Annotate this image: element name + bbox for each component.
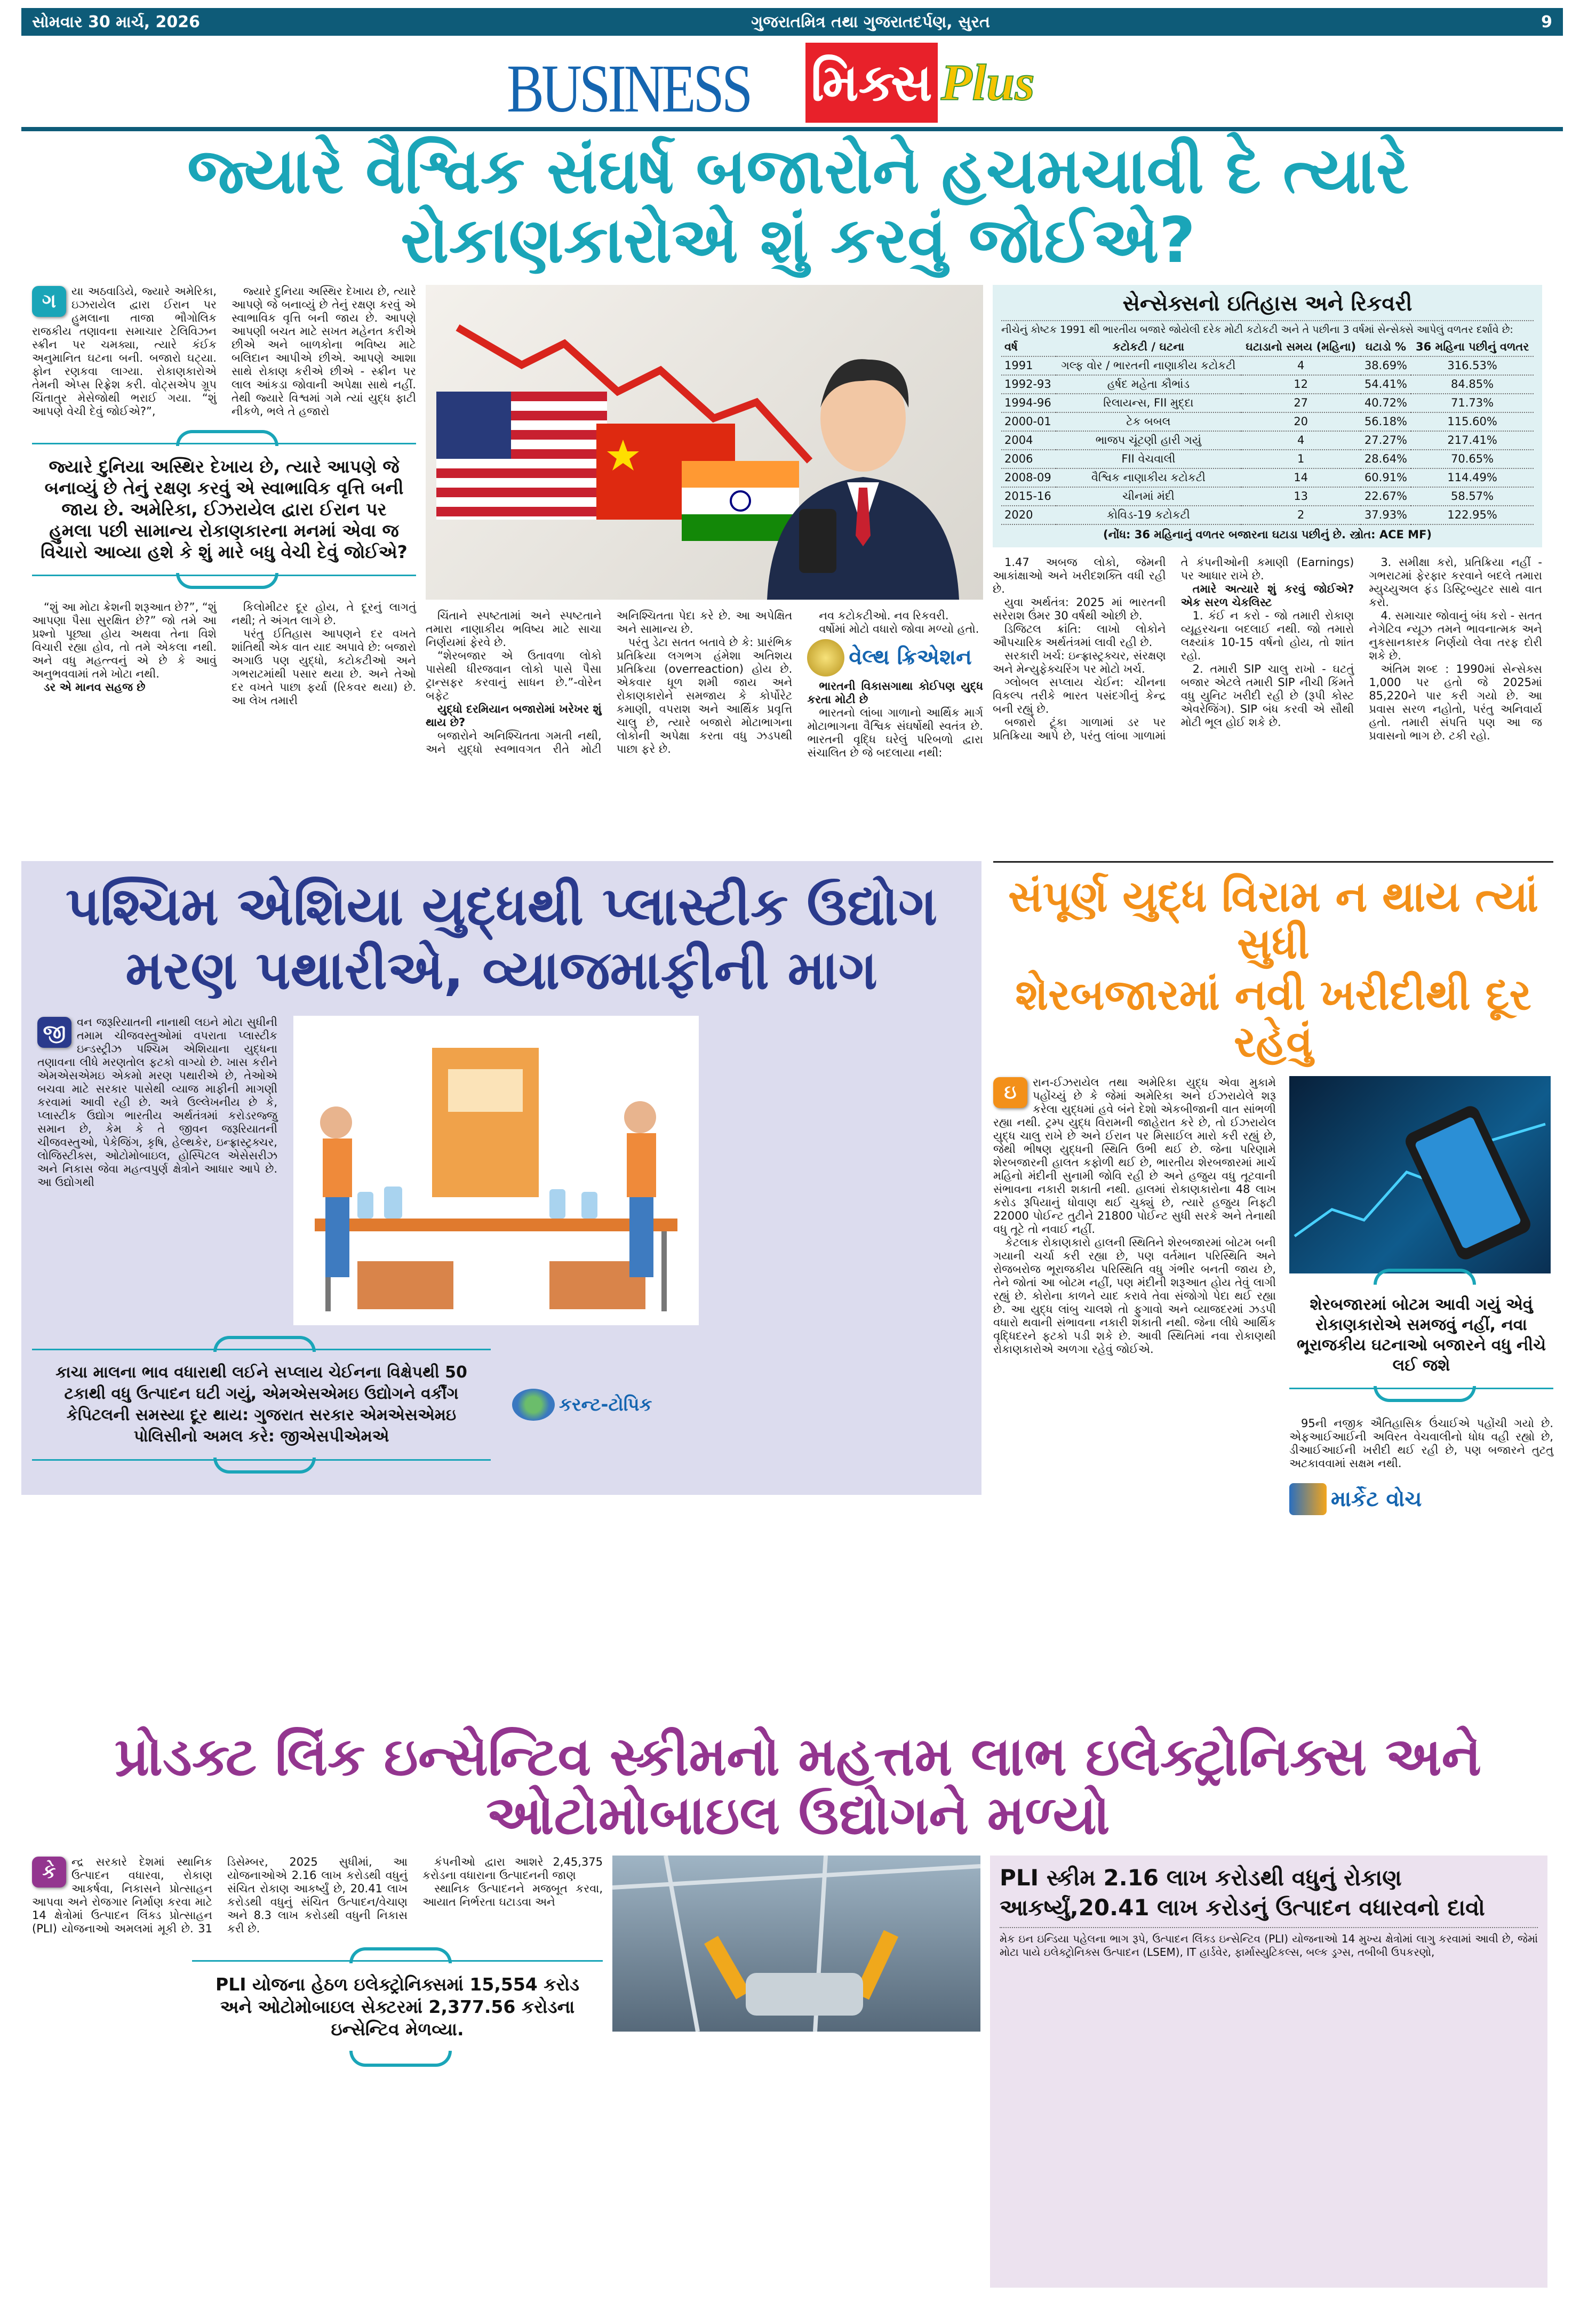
bull-bear-icon	[1289, 1483, 1327, 1515]
table-cell: હર્ષદ મહેતા કૌભાંડ	[1056, 375, 1241, 394]
article3-body-row	[993, 1076, 1553, 1518]
table-cell: 70.65%	[1411, 450, 1534, 468]
page-content	[0, 134, 1596, 2309]
car-assembly-line-photo	[612, 1856, 980, 2032]
table-cell: 84.85%	[1411, 375, 1534, 394]
worker-figure-left	[320, 1106, 352, 1277]
table-cell: 60.91%	[1361, 468, 1411, 487]
table-cell: 12	[1241, 375, 1361, 394]
table-cell: 4	[1241, 356, 1361, 375]
article1-pull-quote: જ્યારે દુનિયા અસ્થિર દેખાય છે, ત્યારે આપણે જે બનાવ્યું છે તેનું રક્ષણ કરવું એ સ્વાભાવિક વૃત્તિ બની જાય છે. અમેરિકા, ઈઝરાયેલ દ્વારા ઈરાન પર હુમલા પછી સામાન્ય રોકાણકારના મનમાં એવા જ વિચારો આવ્યા હશે કે શું મારે બધુ વેચી દેવું જોઈએ?	[32, 443, 416, 576]
masthead-rule	[21, 127, 1563, 131]
plastic-factory-illustration	[293, 1016, 699, 1325]
paragraph: 4. સમાચાર જોવાનું બંધ કરો - સતત નેગેટિવ ન્યૂઝ તમને ભાવનાત્મક અને નુકસાનકારક નિર્ણયો લેવા તરફ દોરી શકે છે.	[1369, 609, 1542, 662]
label-text: કરન્ટ-ટોપિક	[559, 1394, 652, 1415]
business-mix-plus-logo	[507, 43, 1035, 126]
drop-cap: ગ	[32, 286, 66, 317]
paragraph: 2. તમારી SIP ચાલુ રાખો - ઘટતું બજાર એટલે તમારી SIP નીચી કિંમતે વધુ યુનિટ ખરીદી રહી છે (રૂપી કોસ્ટ એવરેજિંગ). SIP બંધ કરવી એ સૌથી મોટી ભૂલ હોઈ શકે છે.	[1180, 662, 1354, 729]
table-cell: વૈશ્વિક નાણાકીય કટોકટી	[1056, 468, 1241, 487]
paragraph: “શેરબજાર એ ઉતાવળા લોકો પાસેથી ધીરજવાન લોકો પાસે પૈસા ટ્રાન્સફર કરવાનું સાધન છે.”-વોરેન બફેટ	[426, 649, 602, 702]
table-cell: 14	[1241, 468, 1361, 487]
article2-plastics	[21, 861, 981, 1495]
table-cell: 2008-09	[1001, 468, 1056, 487]
paragraph: પરંતુ ઈતિહાસ આપણને દર વખતે શાંતિથી એક વાત યાદ અપાવે છે: બજારો અગાઉ પણ યુદ્ધો, કટોકટીઓ અને ગભરાટમાંથી પસાર થયા છે. અને તેઓ દર વખતે પાછા ફર્યા (રિકવર થયા) છે. આ લેખ તમારી	[232, 627, 416, 707]
paragraph: યુવા અર્થતંત્ર: 2025 માં ભારતની સરેરાશ ઉંમર 30 વર્ષથી ઓછી છે.	[993, 595, 1166, 622]
issue-date: સોમવાર 30 માર્ચ, 2026	[32, 12, 201, 31]
paragraph: ગ્લોબલ સપ્લાય ચેઈન: ચીનના વિકલ્પ તરીકે ભારત પસંદગીનું કેન્દ્ર બની રહ્યું છે.	[993, 675, 1166, 715]
article3-pull-quote: શેરબજારમાં બોટમ આવી ગયું એવું રોકાણકારોએ સમજવું નહીં, નવા ભૂરાજકીય ઘટનાઓ બજારને વધુ નીચે લઈ જશે	[1289, 1283, 1553, 1389]
table-cell: 2006	[1001, 450, 1056, 468]
table-body	[1001, 356, 1534, 524]
paragraph: “શું આ મોટા ક્રેશની શરૂઆત છે?”, “શું આપણા પૈસા સુરક્ષિત છે?” જો તમે આ પ્રશ્નો પૂછ્યા હોય અથવા તેના વિશે વિચારી રહ્યા હોવ, તો તમે એકલા નથી. અને વધુ મહત્ત્વનું એ છે કે આવું અનુભવવામાં તમે ખોટા નથી.	[32, 600, 217, 680]
table-cell: 13	[1241, 487, 1361, 506]
market-watch-label	[1289, 1480, 1553, 1518]
table-cell: 115.60%	[1411, 412, 1534, 431]
paragraph: સરકારી ખર્ચ: ઇન્ફ્રાસ્ટ્રક્ચર, સંરક્ષણ અને મેન્યુફેક્ચરિંગ પર મોટો ખર્ચ.	[993, 649, 1166, 675]
paragraph: ભારતનો લાંબા ગાળાનો આર્થિક માર્ગ મોટાભાગના વૈશ્વિક સંઘર્ષોથી સ્વતંત્ર છે. ભારતની વૃદ્ધિ ઘરેલું પરિબળો દ્વારા સંચાલિત છે જે બદલાયા નથી:	[807, 706, 983, 759]
wealth-creation-label	[807, 639, 983, 676]
table-cell: 38.69%	[1361, 356, 1411, 375]
paragraph: બજારો ટૂંકા ગાળામાં ડર પર પ્રતિક્રિયા આપે છે, પરંતુ લાંબા ગાળામાં તે કંપનીઓની કમાણી (Earnings) પર આધાર રાખે છે.	[993, 555, 1354, 742]
article3-column-right	[1289, 1417, 1553, 1470]
article1-right-stack	[993, 285, 1542, 743]
paragraph: નવ કટોકટીઓ. નવ રિકવરી.	[819, 609, 949, 622]
logo-plus: Plus	[940, 54, 1035, 111]
paragraph: સ્થાનિક ઉત્પાદનને મજબૂત કરવા, આયાત નિર્ભરતા ઘટાડવા અને	[422, 1882, 603, 1908]
us-flag-icon	[436, 392, 607, 520]
paragraph: રાન-ઈઝરાયેલ તથા અમેરિકા યુદ્ધ એવા મુકામે પહોંચ્યું છે કે જેમાં અમેરિકા અને ઈઝરાયેલે શરૂ કરેલા યુદ્ધમાં હવે બંને દેશો એકબીજાની વાત સાંભળી રહ્યા નથી. ટ્રમ્પ યુદ્ધ વિરામની જાહેરાત કરે છે, તો ઈઝરાયેલ યુદ્ધ ચાલુ રાખે છે અને ઈરાન પર મિસાઈલ મારો કરી રહ્યું છે, જેથી ભીષણ યુદ્ધની સ્થિતિ ઉભી થઈ છે. જેના પરિણામે શેરબજારની હાલત કફોળી થઈ છે, ભારતીય શેરબજારમાં માર્ચ મહિનો મંદીની સુનામી જોવિ રહી છે અને હજુય વધુ તૂટવાની સંભાવના નકારી શકાતી નથી. હાલમાં રોકાણકારોના 48 લાખ કરોડ રૂપિયાનું ધોવાણ થઈ ચુક્યું છે, ત્યારે હજુય નિફ્ટી 22000 પોઈન્ટ તુટીને 21800 પોઈન્ટ સુધી સરકે અને તેનાથી વધુ તૂટે તો નવાઈ નહીં.	[993, 1076, 1276, 1236]
paragraph: બજારોને અનિશ્ચિતતા ગમતી નથી, અને યુદ્ધો સ્વભાવગત રીતે મોટી અનિશ્ચિતતા પેદા કરે છે. આ અપેક્ષિત અને સામાન્ય છે.	[426, 609, 793, 755]
article4	[32, 1856, 1596, 2288]
stock-chart-phone-photo	[1289, 1076, 1551, 1273]
paragraph: જ્યારે દુનિયા અસ્થિર દેખાય છે, ત્યારે આપણે જે બનાવ્યું છે તેનું રક્ષણ કરવું એ સ્વાભાવિક વૃત્તિ બની જાય છે. આપણે આપણી બચત માટે સખત મહેનત કરીએ છીએ અને બાળકોના ભવિષ્ય માટે બલિદાન આપીએ છીએ. આપણે આશા સાથે રોકાણ કરીએ છીએ - સ્ક્રીન પર લાલ આંકડા જોવાની અપેક્ષા સાથે નહીં. તેથી જ્યારે વિશ્વમાં ગમે ત્યાં યુદ્ધ ફાટી નીકળે, ભલે તે હજારો	[232, 284, 416, 418]
table-cell: ગલ્ફ વોર / ભારતની નાણાકીય કટોકટી	[1056, 356, 1241, 375]
meeting-people-icon	[512, 1389, 555, 1421]
article4-columns-top	[32, 1856, 603, 1936]
subheading: તમારે અત્યારે શું કરવું જોઈએ? એક સરળ ચેકલિસ્ટ	[1180, 582, 1354, 609]
paragraph: કિલોમીટર દૂર હોય, તે દૂરનું લાગતું નથી; તે અંગત લાગે છે.	[232, 600, 416, 627]
article1-middle-columns	[426, 609, 983, 760]
column-header: ઘટાડાનો સમય (મહિના)	[1241, 338, 1361, 356]
article4-pull-quote: PLI યોજના હેઠળ ઇલેક્ટ્રોનિક્સમાં 15,554 કરોડ અને ઓટોમોબાઇલ સેક્ટરમાં 2,377.56 કરોડના ઇન્સેન્ટિવ મેળવ્યા.	[192, 1960, 603, 2052]
paragraph: પરંતુ ડેટા સતત બતાવે છે કે: પ્રારંભિક પ્રતિક્રિયા લગભગ હંમેશા અતિશય પ્રતિક્રિયા (overreaction) હોય છે. એકવાર ધૂળ શમી જાય અને રોકાણકારોને સમજાય કે કોર્પોરેટ કમાણી, વપરાશ અને આર્થિક પ્રવૃત્તિ ચાલુ છે, ત્યારે બજારો મોટાભાગના લોકોની અપેક્ષા કરતા વધુ ઝડપથી પાછા ફરે છે.	[616, 635, 793, 755]
paragraph: વન જરૂરિયાતની નાનાથી લઇને મોટા સુધીની તમામ ચીજવસ્તુઓમાં વપરાતા પ્લાસ્ટીક ઇન્ડસ્ટ્રીઝ પશ્ચિમ એશિયાના યુદ્ધના તણાવના લીધે મરણતોલ ફટકો વાગ્યો છે. ખાસ કરીને એમએસએમઇ એકમો મરણ પથારીએ છે, તેઓએ બચવા માટે સરકાર પાસેથી વ્યાજ માફીની માગણી કરવામાં આવી રહી છે. અત્રે ઉલ્લેખનીય છે કે, પ્લાસ્ટીક ઉદ્યોગ ભારતીય અર્થતંત્રમાં કરોડરજ્જુ સમાન છે, કેમ કે તે જીવન જરૂરિયાતની ચીજવસ્તુઓ, પેકેજિંગ, કૃષિ, હેલ્થકેર, ઇન્ફ્રાસ્ટ્રક્ચર, લોજિસ્ટીક્સ, ઓટોમોબાઇલ, હોસ્પિટલ એસેસરીઝ અને નિકાસ જેવા મહત્વપુર્ણ ક્ષેત્રોને આધાર આપે છે. આ ઉદ્યોગથી	[37, 1015, 277, 1189]
pli-info-box	[990, 1856, 1547, 2288]
column-header: 36 મહિના પછીનું વળતર	[1411, 338, 1534, 356]
article3-stock-market	[993, 861, 1553, 1518]
article3-headline-line1: સંપૂર્ણ યુદ્ધ વિરામ ન થાય ત્યાં સુધી	[1008, 871, 1538, 968]
table-cell: 316.53%	[1411, 356, 1534, 375]
paragraph: ચિંતાને સ્પષ્ટતામાં અને સ્પષ્ટતાને તમારા નાણાકીય ભવિષ્ય માટે સાચા નિર્ણયમાં ફેરવે છે.	[426, 609, 602, 649]
drop-cap: કે	[32, 1857, 66, 1888]
table-cell: 37.93%	[1361, 506, 1411, 524]
table-row	[1001, 468, 1534, 487]
paragraph: 1.47 અબજ લોકો, જેમની આકાંક્ષાઓ અને ખરીદશક્તિ વધી રહી છે.	[993, 555, 1166, 595]
current-topic-label	[512, 1389, 652, 1421]
table-row	[1001, 375, 1534, 394]
table-cell: ટેક બબલ	[1056, 412, 1241, 431]
column-header: વર્ષ	[1001, 338, 1056, 356]
label-text: માર્કેટ વોચ	[1331, 1486, 1422, 1511]
subheading: યુદ્ધો દરમિયાન બજારોમાં ખરેખર શું થાય છે?	[426, 702, 602, 729]
sensex-history-table-box	[993, 285, 1542, 547]
pli-box-title: PLI સ્કીમ 2.16 લાખ કરોડથી વધુનું રોકાણ આકર્ષ્યું,20.41 લાખ કરોડનું ઉત્પાદન વધારવનો દાવો	[1000, 1863, 1538, 1928]
paragraph: યા અઠવાડિયે, જ્યારે અમેરિકા, ઇઝરાયેલ દ્વારા ઈરાન પર હુમલાના તાજા ભૌગોલિક રાજકીય તણાવના સમાચાર ટેલિવિઝન સ્ક્રીન પર ચમક્યા, ત્યારે કંઈક અનુમાનિત ઘટના બની. બજારો ઘટ્યા. ફોન રણકવા લાગ્યા. રોકાણકારોએ તેમની એપ્સ રિફ્રેશ કરી. વોટ્સએપ ગ્રૂપ ચિંતાતુર મેસેજોથી ભરાઈ ગયા. “શું આપણે વેચી દેવું જોઈએ?”,	[32, 284, 217, 418]
article3-column	[993, 1076, 1276, 1356]
subheading: ડર એ માનવ સહજ છે	[44, 680, 146, 694]
paragraph: ન્દ્ર સરકારે દેશમાં સ્થાનિક ઉત્પાદન વધારવા, રોકાણ આકર્ષવા, નિકાસને પ્રોત્સાહન આપવા અને રોજગાર નિર્માણ કરવા માટે 14 ક્ષેત્રોમાં ઉત્પાદન લિંક્ડ પ્રોત્સાહન (PLI) યોજનાઓ અમલમાં મૂકી છે. 31 ડિસેમ્બર, 2025 સુધીમાં, આ યોજનાઓએ 2.16 લાખ કરોડથી વધુનું સંચિત રોકાણ આકર્ષ્યું છે, 20.41 લાખ કરોડથી વધુનું સંચિત ઉત્પાદન/વેચાણ અને 8.3 લાખ કરોડથી વધુની નિકાસ કરી છે.	[32, 1855, 408, 1935]
table-cell: 27	[1241, 394, 1361, 412]
paragraph: વર્ષોમાં મોટો વધારો જોવા મળ્યો હતો.	[819, 622, 979, 635]
table-cell: 58.57%	[1411, 487, 1534, 506]
article1-middle-stack	[426, 285, 983, 760]
table-cell: 22.67%	[1361, 487, 1411, 506]
article1-left-stack	[32, 285, 416, 707]
table-row	[1001, 450, 1534, 468]
paragraph: 95ની નજીક ઐતિહાસિક ઉંચાઈએ પહોંચી ગયો છે. એફઆઈઆઈની અવિરત વેચવાલીનો ધોધ વહી રહ્યો છે, ડીઆઈઆઈની ખરીદી થઈ રહી છે, પણ બજારને તુટતુ અટકાવવામાં સક્ષમ નથી.	[1289, 1416, 1553, 1470]
table-cell: 2015-16	[1001, 487, 1056, 506]
column-header: ઘટાડો %	[1361, 338, 1411, 356]
india-flag-icon	[682, 461, 799, 541]
table-cell: 217.41%	[1411, 431, 1534, 450]
table-cell: 1991	[1001, 356, 1056, 375]
war-market-illustration	[426, 285, 983, 600]
paragraph: અંતિમ શબ્દ : 1990માં સેન્સેક્સ 1,000 પર હતો જે 2025માં 85,220ને પાર કરી ગયો છે. આ પ્રવાસ સરળ નહોતો, પરંતુ અનિવાર્ય હતો. તમારી સંપત્તિ પણ આ જ પ્રવાસનો ભાગ છે. ટકી રહો.	[1369, 662, 1542, 742]
table-cell: 122.95%	[1411, 506, 1534, 524]
table-cell: 1994-96	[1001, 394, 1056, 412]
table-intro: નીચેનું કોષ્ટક 1991 થી ભારતીય બજારે જોયેલી દરેક મોટી કટોકટી અને તે પછીના 3 વર્ષમાં સેન્સેક્સે આપેલું વળતર દર્શાવે છે:	[1001, 323, 1513, 336]
table-header-row	[1001, 338, 1534, 356]
table-cell: ચીનમાં મંદી	[1056, 487, 1241, 506]
label-text: વેલ્થ ક્રિએશન	[849, 645, 972, 670]
article2-quote-row	[32, 1331, 971, 1479]
table-cell: 1992-93	[1001, 375, 1056, 394]
table-cell: 4	[1241, 431, 1361, 450]
article2-body-row	[32, 1016, 971, 1325]
table-cell: ભાજપ ચૂંટણી હારી ગયું	[1056, 431, 1241, 450]
table-cell: 2000-01	[1001, 412, 1056, 431]
logo-business: BUSINESS	[507, 51, 751, 126]
table-row	[1001, 394, 1534, 412]
table-cell: 20	[1241, 412, 1361, 431]
worker-figure-right	[624, 1101, 656, 1277]
article1-intro	[32, 285, 416, 418]
table-cell: રિલાયન્સ, FII મુદ્દા	[1056, 394, 1241, 412]
table-cell: 114.49%	[1411, 468, 1534, 487]
article1-right-columns	[993, 556, 1542, 743]
table-cell: કોવિડ-19 કટોકટી	[1056, 506, 1241, 524]
table-cell: 28.64%	[1361, 450, 1411, 468]
article2-headline-line2: મરણ પથારીએ, વ્યાજમાફીની માગ	[125, 938, 877, 1001]
paragraph: ડિજિટલ ક્રાંતિ: લાખો લોકોને ઔપચારિક અર્થતંત્રમાં લાવી રહી છે.	[993, 622, 1166, 649]
article2-column	[37, 1016, 277, 1189]
table-row	[1001, 487, 1534, 506]
article1	[32, 285, 1596, 850]
table-cell: 56.18%	[1361, 412, 1411, 431]
paragraph: 1. કંઈ ન કરો - જો તમારી રોકાણ વ્યૂહરચના બદલાઈ નથી. જો તમારો લક્ષ્યાંક 10-15 વર્ષનો હોય, તો શાંત રહો.	[1180, 609, 1354, 662]
table-cell: 54.41%	[1361, 375, 1411, 394]
table-cell: 71.73%	[1411, 394, 1534, 412]
page-number: 9	[1541, 12, 1552, 31]
table-title: સેન્સેક્સનો ઇતિહાસ અને રિકવરી	[1001, 290, 1534, 321]
table-cell: FII વેચવાલી	[1056, 450, 1241, 468]
gold-coin-icon	[807, 639, 844, 676]
article4-headline: પ્રોડક્ટ લિંક ઇન્સેન્ટિવ સ્કીમનો મહત્તમ લાભ ઇલેક્ટ્રોનિક્સ અને ઓટોમોબાઇલ ઉદ્યોગને મળ્યો	[115, 1725, 1481, 1846]
drop-cap: જી	[37, 1017, 71, 1048]
table-row	[1001, 356, 1534, 375]
table-note: (નોંધ: 36 મહિનાનું વળતર બજારના ઘટાડા પછીનું છે. સ્ત્રોત: ACE MF)	[1103, 528, 1432, 541]
table-cell: 2	[1241, 506, 1361, 524]
article2-pull-quote: કાચા માલના ભાવ વધારાથી લઈને સપ્લાય ચેઈનના વિક્ષેપથી 50 ટકાથી વધુ ઉત્પાદન ઘટી ગયું, એમએસએમઇ ઉદ્યોગને વર્કીંગ કેપિટલની સમસ્યા દૂર થાય: ગુજરાત સરકાર એમએસએમઇ પોલિસીનો અમલ કરે: જીએસપીએમએ	[32, 1349, 491, 1461]
paper-name: ગુજરાતમિત્ર તથા ગુજરાતદર્પણ, સુરત	[751, 12, 990, 31]
article4-left-stack	[32, 1856, 603, 2052]
table-cell: 1	[1241, 450, 1361, 468]
article3-headline-line2: શેરબજારમાં નવી ખરીદીથી દૂર રહેવું	[1015, 969, 1531, 1066]
middle-row	[21, 861, 1596, 1715]
subheading: ભારતની વિકાસગાથા કોઈપણ યુદ્ધ કરતા મોટી છે	[807, 679, 983, 706]
table-cell: 2020	[1001, 506, 1056, 524]
article3-right-stack	[1289, 1076, 1553, 1518]
page-header-bar	[21, 8, 1563, 36]
pli-box-text: મેક ઇન ઇન્ડિયા પહેલના ભાગ રૂપે, ઉત્પાદન લિંક્ડ ઇન્સેન્ટિવ (PLI) યોજનાઓ 14 મુખ્ય ક્ષેત્રોમાં લાગુ કરવામાં આવી છે, જેમાં મોટા પાયે ઇલેક્ટ્રોનિક્સ ઉત્પાદન (LSEM), IT હાર્ડવેર, ફાર્માસ્યુટિકલ્સ, બલ્ક ડ્રગ્સ, તબીબી ઉપકરણો,	[1000, 1932, 1538, 1958]
table-row	[1001, 412, 1534, 431]
paragraph: કંપનીઓ દ્વારા આશરે 2,45,375 કરોડના વધારાના ઉત્પાદનની જાણ	[422, 1855, 603, 1882]
paragraph: કેટલાક રોકાણકારો હાલની સ્થિતિને શેરબજારમાં બોટમ બની ગયાની ચર્ચા કરી રહ્યા છે, પણ વર્તમાન પરિસ્થિતિ અને રોજબરોજ ભૂરાજકીય પરિસ્થિતિ વધુ ગંભીર બનતી જાય છે, તેને જોતાં આ બોટમ નહીં, પણ મંદીની શરૂઆત હોય તેવું લાગી રહ્યું છે. કોરોના કાળને યાદ કરાવે તેવા સંજોગો પેદા થઈ રહ્યા છે. આ યુદ્ધ લાંબુ ચાલશે તો ફુગાવો અને વ્યાજદરમાં ઝડપી વધારો થવાની સંભાવના નકારી શકાતી નથી. જેના લીધે આર્થિક વૃદ્ધિદરને ફટકો પડી શકે છે. આવી સ્થિતિમાં નવા રોકાણથી રોકાણકારોએ અળગા રહેવું જોઈએ.	[993, 1236, 1276, 1356]
logo-mix: મિક્સ	[805, 43, 938, 123]
paragraph: 3. સમીક્ષા કરો, પ્રતિક્રિયા નહીં - ગભરાટમાં ફેરફાર કરવાને બદલે તમારા મ્યુચ્યુઅલ ફંડ ડિસ્ટ્રિબ્યુટર સાથે વાત કરો.	[1369, 555, 1542, 609]
article1-column-bottom	[32, 601, 416, 707]
table-row	[1001, 506, 1534, 524]
table-cell: 27.27%	[1361, 431, 1411, 450]
article1-headline: જ્યારે વૈશ્વિક સંઘર્ષ બજારોને હચમચાવી દે ત્યારે રોકાણકારોએ શું કરવું જોઈએ?	[187, 134, 1409, 277]
table-cell: 2004	[1001, 431, 1056, 450]
table-row	[1001, 431, 1534, 450]
table-cell: 40.72%	[1361, 394, 1411, 412]
sensex-table	[1001, 338, 1534, 525]
column-header: કટોકટી / ઘટના	[1056, 338, 1241, 356]
drop-cap: ઇ	[993, 1077, 1027, 1108]
article2-headline-line1: પશ્ચિમ એશિયા યુદ્ધથી પ્લાસ્ટીક ઉદ્યોગ	[66, 874, 937, 937]
